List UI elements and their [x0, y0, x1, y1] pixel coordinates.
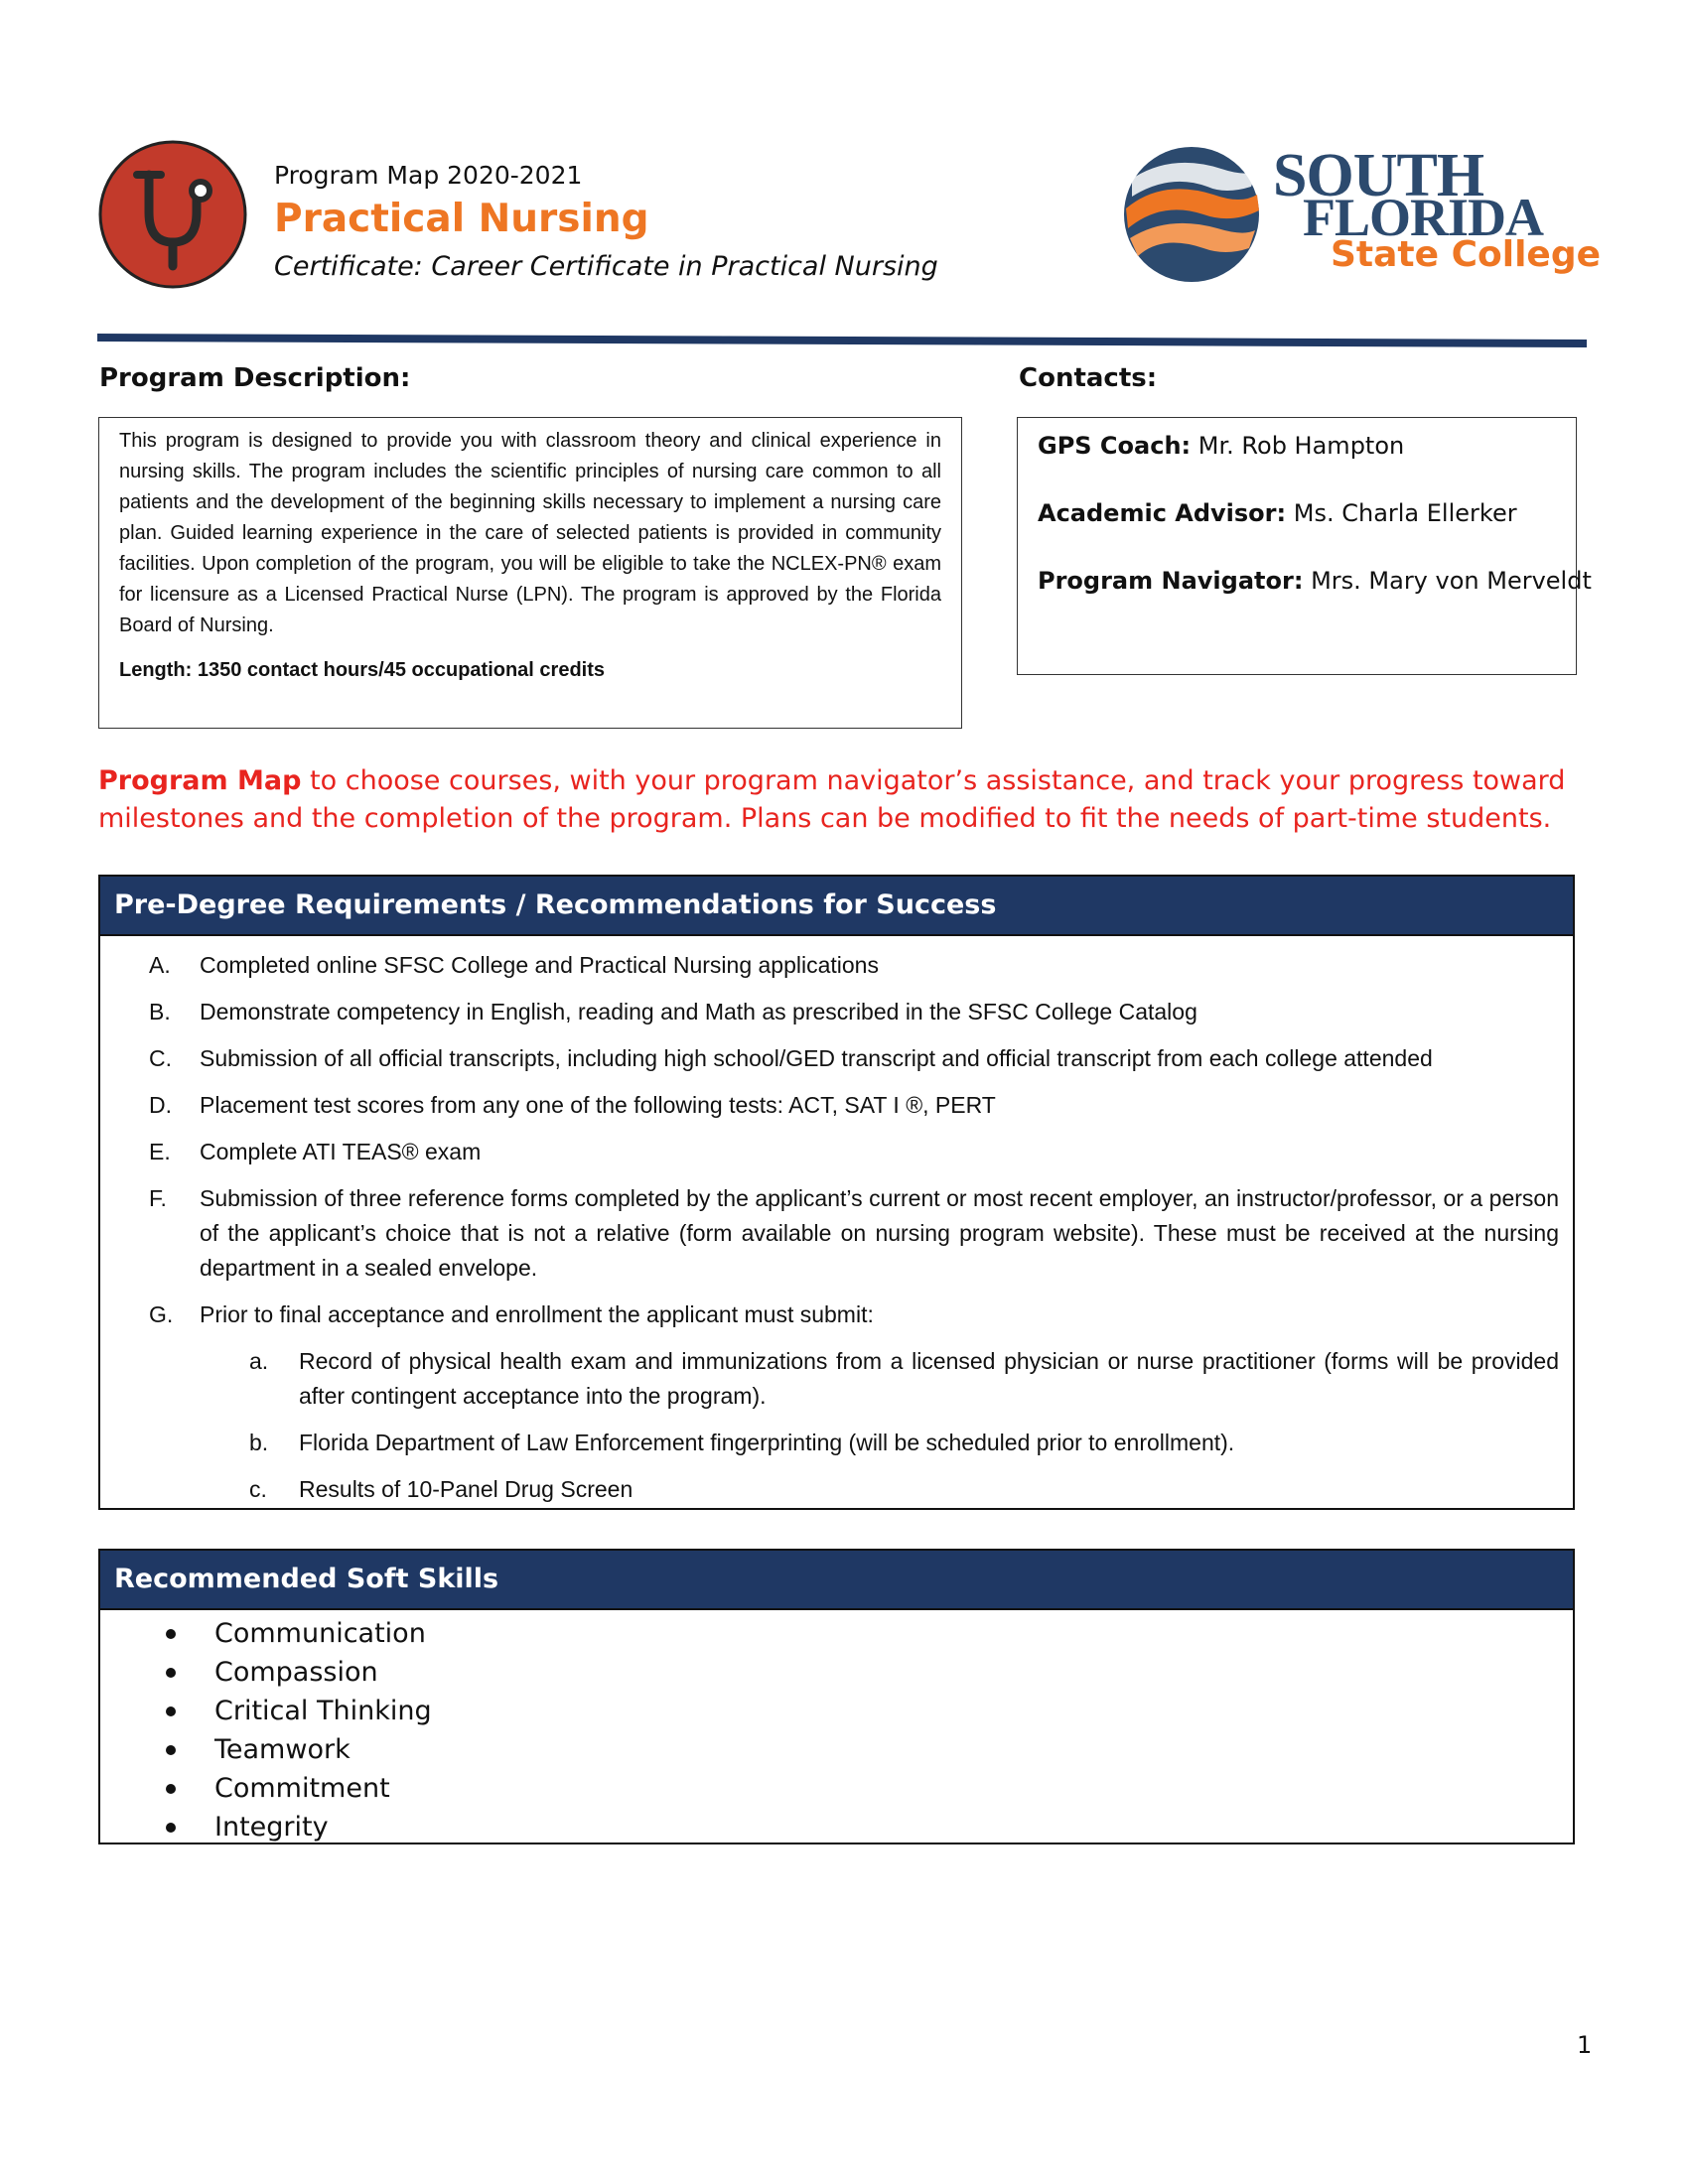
logo-text-florida: FLORIDA: [1303, 188, 1544, 247]
program-map-year: Program Map 2020-2021: [274, 161, 583, 190]
soft-skills-list: [100, 1610, 1573, 1846]
requirements-table-header: Pre-Degree Requirements / Recommendations for Success: [100, 877, 1573, 936]
contact-academic-advisor: [1038, 499, 1556, 527]
list-item: a. Record of physical health exam and immunizations from a licensed physician or nurse practitioner (forms will be provided after contingent acceptance into the program).: [249, 1348, 1559, 1409]
bullet-icon: [166, 1784, 176, 1794]
pre-degree-requirements-table: [98, 875, 1575, 1510]
contact-name: Mr. Rob Hampton: [1197, 432, 1405, 460]
contact-name: Mrs. Mary von Merveldt: [1311, 567, 1592, 595]
contact-gps-coach: [1038, 432, 1556, 460]
list-item: G. Prior to final acceptance and enrollment the applicant must submit: a. Record of physical health exam and immunizations from a licensed physician or nurse practitioner (forms will be provided after contingent acceptance into the program). b. Florida Department of Law Enforcement fingerprinting (will be scheduled prior to enrollment). c. Results of 10-Panel Drug Screen: [100, 1297, 1573, 1507]
final-acceptance-sublist: [200, 1344, 1559, 1507]
list-item: b. Florida Department of Law Enforcement fingerprinting (will be scheduled prior to enrollment).: [249, 1430, 1235, 1455]
bullet-icon: [166, 1745, 176, 1755]
program-map-text: to choose courses, with your program navigator’s assistance, and track your progress toward milestones and the completion of the program. Plans can be modified to fit the needs of part-time students.: [98, 765, 1566, 834]
contact-name: Ms. Charla Ellerker: [1293, 499, 1517, 527]
header-divider: [97, 330, 1587, 351]
soft-skills-table-header: Recommended Soft Skills: [100, 1551, 1573, 1610]
contact-role: Program Navigator:: [1038, 567, 1304, 595]
program-length: Length: 1350 contact hours/45 occupational credits: [119, 659, 606, 681]
bullet-icon: [166, 1629, 176, 1639]
list-item: A. Completed online SFSC College and Practical Nursing applications: [149, 952, 879, 978]
bullet-icon: [166, 1823, 176, 1833]
requirements-list: [100, 936, 1573, 1507]
list-item: Compassion: [100, 1653, 1573, 1692]
list-item: Commitment: [100, 1769, 1573, 1808]
page-number: 1: [1577, 2031, 1593, 2059]
contact-role: GPS Coach:: [1038, 432, 1192, 460]
bullet-icon: [166, 1668, 176, 1678]
logo-text-south: SOUTH: [1273, 142, 1484, 209]
list-item: Critical Thinking: [100, 1692, 1573, 1730]
list-item: E. Complete ATI TEAS® exam: [149, 1139, 482, 1164]
logo-text-state-college: State College: [1331, 234, 1602, 275]
list-item: F. Submission of three reference forms completed by the applicant’s current or most recent employer, an instructor/professor, or a person of the applicant’s choice that is not a relative (form available on nursing program website). These must be received at the nursing department in a sealed envelope.: [149, 1185, 1559, 1281]
program-map-statement: [98, 762, 1588, 838]
soft-skills-table: [98, 1549, 1575, 1844]
page-title: Practical Nursing: [274, 197, 649, 241]
program-description-text: This program is designed to provide you with classroom theory and clinical experience in nursing skills. The program includes the scientific principles of nursing care common to all patients and the development of the beginning skills necessary to implement a nursing care plan. Guided learning experience in the care of selected patients is provided in community facilities. Upon completion of the program, you will be eligible to take the NCLEX-PN® exam for licensure as a Licensed Practical Nurse (LPN). The program is approved by the Florida Board of Nursing.: [119, 430, 941, 636]
program-description-box: [98, 417, 962, 729]
contacts-label: Contacts:: [1019, 363, 1158, 393]
contacts-box: [1017, 417, 1592, 675]
program-map-lead: Program Map: [98, 765, 302, 796]
list-item: D. Placement test scores from any one of the following tests: ACT, SAT I ®, PERT: [149, 1092, 996, 1118]
list-item: Teamwork: [100, 1730, 1573, 1769]
list-item: B. Demonstrate competency in English, reading and Math as prescribed in the SFSC College Catalog: [149, 999, 1197, 1024]
stethoscope-icon: [97, 139, 248, 290]
contact-role: Academic Advisor:: [1038, 499, 1287, 527]
certificate-subtitle: Certificate: Career Certificate in Practical Nursing: [274, 251, 938, 282]
list-item: C. Submission of all official transcripts, including high school/GED transcript and official transcript from each college attended: [149, 1045, 1433, 1071]
bullet-icon: [166, 1706, 176, 1716]
list-item: c. Results of 10-Panel Drug Screen: [249, 1476, 633, 1502]
list-item: Communication: [100, 1614, 1573, 1653]
contact-program-navigator: [1038, 567, 1592, 595]
list-item: Integrity: [100, 1808, 1573, 1846]
program-description-label: Program Description:: [99, 363, 411, 393]
